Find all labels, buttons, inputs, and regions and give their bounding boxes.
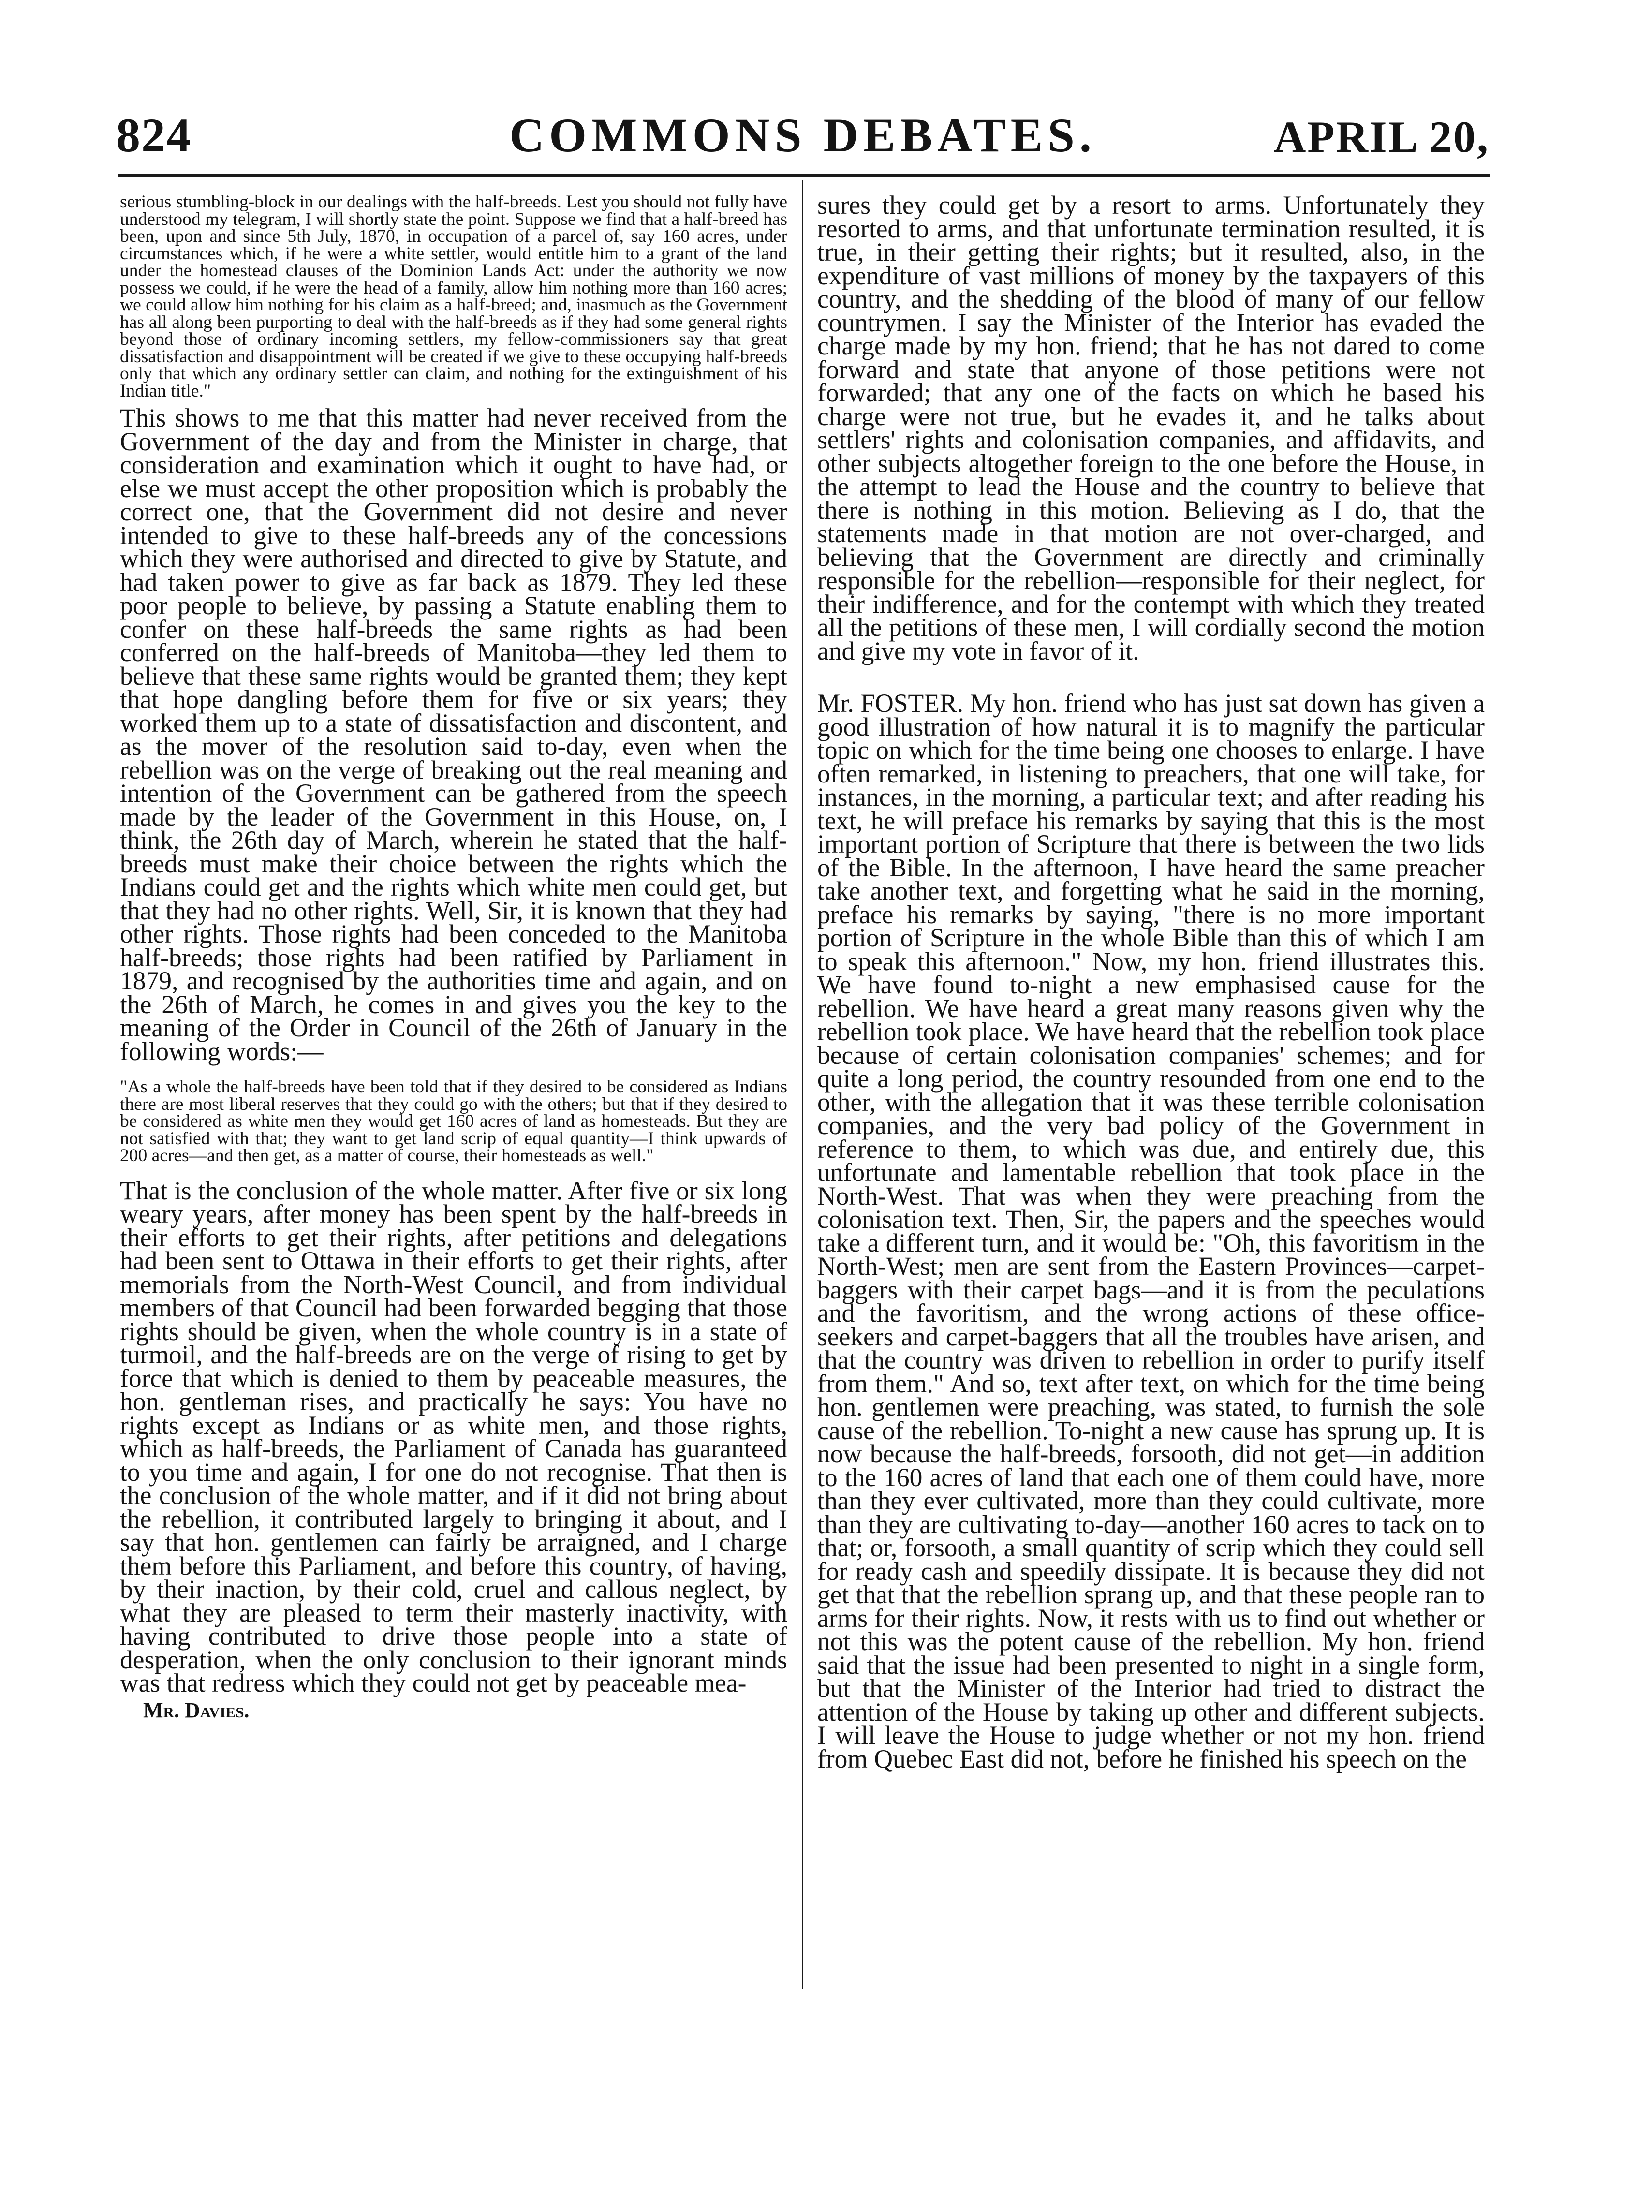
speaker-signature: Mr. Davies. [143,1698,250,1722]
paragraph: This shows to me that this matter had never received from the Government of the day and from the Minister in charge, that consideration and examination which it ought to have had, or else we must accept the other proposition which is probably the correct one, that the Government did not desire and never intended to give to these half-breeds any of the concessions which they were authorised and directed to give by Statute, and had taken power to give as far back as 1879. They led these poor people to believe, by passing a Statute enabling them to confer on these half-breeds the same rights as had been conferred on the half-breeds of Manitoba—they led them to believe that these same rights would be granted them; they kept that hope dangling before them for five or six years; they worked them up to a state of dissatisfaction and discontent, and as the mover of the resolution said to-day, even when the rebellion was on the verge of breaking out the real meaning and intention of the Government can be gathered from the speech made by the leader of the Government in this House, on, I think, the 26th day of March, wherein he stated that the half-breeds must make their choice between the rights which the Indians could get and the rights which white men could get, but that they had no other rights. Well, Sir, it is known that they had other rights. Those rights had been conceded to the Manitoba half-breeds; those rights had been ratified by Parliament in 1879, and recognised by the authorities time and again, and on the 26th of March, he comes in and gives you the key to the meaning of the Order in Council of the 26th of January in the following words:— [120,403,787,1066]
left-column [120,193,787,1722]
paragraph: sures they could get by a resort to arms. Unfortunately they resorted to arms, and that unfortunate termination resulted, it is true, in their getting their rights; but it resulted, also, in the expenditure of vast millions of money by the taxpayers of this country, and the shedding of the blood of many of our fellow countrymen. I say the Minister of the Interior has evaded the charge made by my hon. friend; that he has not dared to come forward and state that anyone of those petitions were not forwarded; that any one of the facts on which he based his charge were not true, but he evades it, and he talks about settlers' rights and colonisation companies, and affidavits, and other subjects altogether foreign to the one before the House, in the attempt to lead the House and the country to believe that there is nothing in this motion. Believing as I do, that the statements made in that motion are not over-charged, and believing that the Government are directly and criminally responsible for the rebellion—responsible for their neglect, for their indifference, and for the contempt with which they treated all the petitions of these men, I will cordially second the motion and give my vote in favor of it. [817,191,1485,665]
right-column [817,191,1485,1773]
quoted-speech: "As a whole the half-breeds have been told that if they desired to be considered as Indians there are most liberal reserves that they could go with the others; but that if they desired to be considered as white men they would get 160 acres of land as homesteads. But they are not satisfied with that; they want to get land scrip of equal quantity—I think upwards of 200 acres—and then get, as a matter of course, their homesteads as well." [120,1077,787,1165]
quoted-telegram: serious stumbling-block in our dealings with the half-breeds. Lest you should not fully have understood my telegram, I will shortly state the point. Suppose we find that a half-breed has been, upon and since 5th July, 1870, in occupation of a parcel of, say 160 acres, under circumstances which, if he were a white settler, would entitle him to a grant of the land under the homestead clauses of the Dominion Lands Act: under the authority we now possess we could, if he were the head of a family, allow him nothing more than 160 acres; we could allow him nothing for his claim as a half-breed; and, inasmuch as the Government has all along been purporting to deal with the half-breeds as if they had some general rights beyond those of ordinary incoming settlers, my fellow-commissioners say that great dissatisfaction and disappointment will be created if we give to these occupying half-breeds only that which any ordinary settler can claim, and nothing for the extinguishment of his Indian title." [120,192,787,401]
journal-title: COMMONS DEBATES. [509,108,1096,162]
paragraph: Mr. FOSTER. My hon. friend who has just sat down has given a good illustration of how natural it is to magnify the particular topic on which for the time being one chooses to enlarge. I have often remarked, in listening to preachers, that one will take, for instances, in the morning, a particular text; and after reading his text, he will preface his remarks by saying that this is the most important portion of Scripture that there is between the two lids of the Bible. In the afternoon, I have heard the same preacher take another text, and forgetting what he said in the morning, preface his remarks by saying, "there is no more important portion of Scripture in the whole Bible than this of which I am to speak this afternoon." Now, my hon. friend illustrates this. We have found to-night a new emphasised cause for the rebellion. We have heard a great many reasons given why the rebellion took place. We have heard that the rebellion took place because of certain colonisation companies' schemes; and for quite a long period, the country resounded from one end to the other, with the allegation that it was these terrible colonisation companies, and the very bad policy of the Government in reference to them, to which was due, and entirely due, this unfortunate and lamentable rebellion that took place in the North-West. That was when they were preaching from the colonisation text. Then, Sir, the papers and the speeches would take a different turn, and it would be: "Oh, this favoritism in the North-West; men are sent from the Eastern Provinces—carpet-baggers with their carpet bags—and it is from the peculations and the favoritism, and the wrong actions of these office-seekers and carpet-baggers that all the troubles have arisen, and that the country was driven to rebellion in order to purify itself from them." And so, text after text, on which for the time being hon. gentlemen were preaching, was stated, to furnish the sole cause of the rebellion. To-night a new cause has sprung up. It is now because the half-breeds, forsooth, did not get—in addition to the 160 acres of land that each one of them could have, more than they ever cultivated, more than they could cultivate, more than they are cultivating to-day—another 160 acres to tack on to that; or, forsooth, a small quantity of scrip which they could sell for ready cash and speedily dissipate. It is because they did not get that that the rebellion sprang up, and that these people ran to arms for their rights. Now, it rests with us to find out whether or not this was the potent cause of the rebellion. My hon. friend said that the issue had been presented to night in a single form, but that the Minister of the Interior had tried to distract the attention of the House by taking up other and different subjects. I will leave the House to judge whether or not my hon. friend from Quebec East did not, before he finished his speech on the [817,689,1485,1773]
header-date: APRIL 20, [1273,112,1490,162]
page-header [116,107,1490,165]
page-number: 824 [116,108,192,162]
column-divider [802,180,803,1989]
header-rule [118,174,1490,177]
paragraph: That is the conclusion of the whole matter. After five or six long weary years, after money has been spent by the half-breeds in their efforts to get their rights, after petitions and delegations had been sent to Ottawa in their efforts to get their rights, after memorials from the North-West Council, and from individual members of that Council had been forwarded begging that those rights should be given, when the whole country is in a state of turmoil, and the half-breeds are on the verge of rising to get by force that which is denied to them by peaceable measures, the hon. gentleman rises, and practically he says: You have no rights except as Indians or as white men, and those rights, which as half-breeds, the Parliament of Canada has guaranteed to you time and again, I for one do not recognise. That then is the conclusion of the whole matter, and if it did not bring about the rebellion, it contributed largely to bringing it about, and I say that hon. gentlemen can fairly be arraigned, and I charge them before this Parliament, and before this country, of having, by their inaction, by their cold, cruel and callous neglect, by what they are pleased to term their masterly inactivity, with having contributed to drive those people into a state of desperation, when the only conclusion to their ignorant minds was that redress which they could not get by peaceable mea- [120,1176,787,1697]
